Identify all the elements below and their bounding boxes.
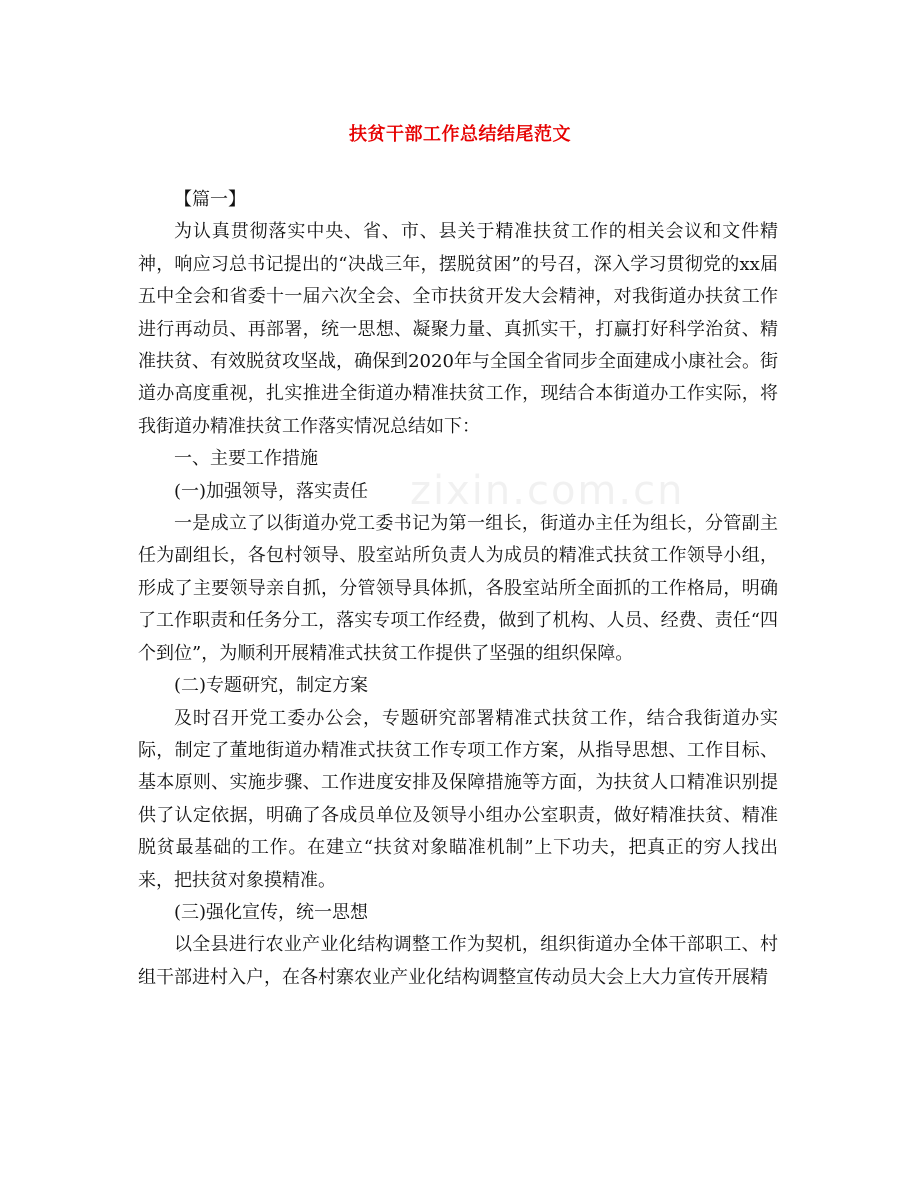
subheading-publicity: (三)强化宣传，统一思想 [174, 901, 369, 923]
watermark: zixin.com.cn [410, 468, 685, 514]
document-title: 扶贫干部工作总结结尾范文 [349, 124, 571, 145]
subheading-research: (二)专题研究，制定方案 [174, 675, 369, 697]
publicity-paragraph: 以全县进行农业产业化结构调整工作为契机，组织街道办全体干部职工、村组干部进村入户，在各村寨农业产业化结构调整宣传动员大会上大力宣传开展精 [138, 934, 778, 988]
research-paragraph: 及时召开党工委办公会，专题研究部署精准式扶贫工作，结合我街道办实际，制定了董地街道办精准式扶贫工作专项工作方案，从指导思想、工作目标、基本原则、实施步骤、工作进度安排及保障措施等方面，为扶贫人口精准识别提供了认定依据，明确了各成员单位及领导小组办公室职责，做好精准扶贫、精准脱贫最基础的工作。在建立“扶贫对象瞄准机制”上下功夫，把真正的穷人找出来，把扶贫对象摸精准。 [138, 707, 778, 891]
intro-paragraph: 为认真贯彻落实中央、省、市、县关于精准扶贫工作的相关会议和文件精神，响应习总书记提出的“决战三年，摆脱贫困”的号召，深入学习贯彻党的xx届五中全会和省委十一届六次全会、全市扶贫开发大会精神，对我街道办扶贫工作进行再动员、再部署，统一思想、凝聚力量、真抓实干，打赢打好科学治贫、精准扶贫、有效脱贫攻坚战，确保到2020年与全国全省同步全面建成小康社会。街道办高度重视，扎实推进全街道办精准扶贫工作，现结合本街道办工作实际，将我街道办精准扶贫工作落实情况总结如下： [138, 221, 778, 437]
document-body [138, 184, 778, 994]
heading-main-measures: 一、主要工作措施 [174, 448, 318, 470]
section-heading-part-one: 【篇一】 [174, 189, 246, 210]
subheading-leadership: (一)加强领导，落实责任 [174, 480, 369, 502]
leadership-paragraph: 一是成立了以街道办党工委书记为第一组长，街道办主任为组长，分管副主任为副组长，各包村领导、股室站所负责人为成员的精准式扶贫工作领导小组，形成了主要领导亲自抓，分管领导具体抓，各股室站所全面抓的工作格局，明确了工作职责和任务分工，落实专项工作经费，做到了机构、人员、经费、责任“四个到位”，为顺利开展精准式扶贫工作提供了坚强的组织保障。 [138, 513, 778, 664]
